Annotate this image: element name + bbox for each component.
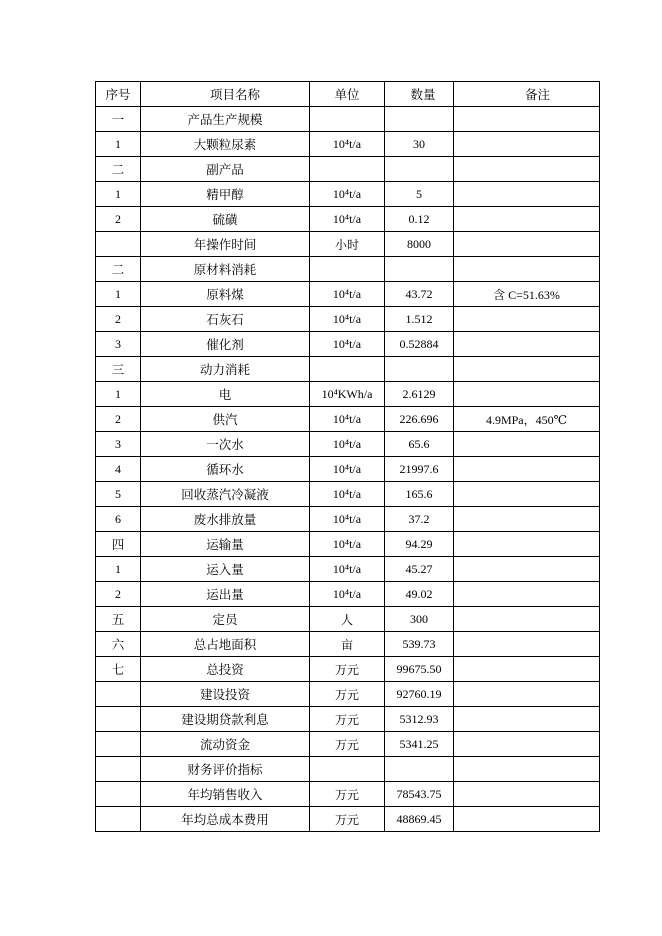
row-index: 3	[96, 432, 141, 457]
row-quantity: 21997.6	[385, 457, 454, 482]
row-item-name: 催化剂	[141, 332, 310, 357]
row-unit: 10⁴t/a	[310, 432, 385, 457]
row-index: 2	[96, 582, 141, 607]
row-item-name: 年均总成本费用	[141, 807, 310, 832]
row-remark	[454, 807, 600, 832]
row-item-name: 电	[141, 382, 310, 407]
row-quantity	[385, 107, 454, 132]
row-index: 1	[96, 382, 141, 407]
table-row	[96, 807, 600, 832]
row-unit	[310, 357, 385, 382]
table-row	[96, 782, 600, 807]
row-item-name: 原材料消耗	[141, 257, 310, 282]
row-remark	[454, 382, 600, 407]
row-remark	[454, 332, 600, 357]
row-unit: 10⁴t/a	[310, 182, 385, 207]
row-unit: 万元	[310, 782, 385, 807]
row-quantity	[385, 157, 454, 182]
row-remark	[454, 732, 600, 757]
row-index	[96, 707, 141, 732]
row-unit: 10⁴t/a	[310, 557, 385, 582]
row-item-name: 流动资金	[141, 732, 310, 757]
row-unit: 10⁴t/a	[310, 532, 385, 557]
row-remark	[454, 507, 600, 532]
row-unit: 10⁴t/a	[310, 457, 385, 482]
row-unit: 10⁴t/a	[310, 282, 385, 307]
row-quantity: 300	[385, 607, 454, 632]
row-item-name: 动力消耗	[141, 357, 310, 382]
row-index: 五	[96, 607, 141, 632]
row-quantity: 539.73	[385, 632, 454, 657]
row-item-name: 年操作时间	[141, 232, 310, 257]
table-row	[96, 657, 600, 682]
row-index: 4	[96, 457, 141, 482]
row-quantity: 165.6	[385, 482, 454, 507]
row-item-name: 废水排放量	[141, 507, 310, 532]
table-row	[96, 307, 600, 332]
row-item-name: 运输量	[141, 532, 310, 557]
row-unit: 万元	[310, 707, 385, 732]
table-row	[96, 407, 600, 432]
row-remark	[454, 232, 600, 257]
row-quantity: 99675.50	[385, 657, 454, 682]
row-index	[96, 807, 141, 832]
table-row	[96, 582, 600, 607]
row-index	[96, 232, 141, 257]
row-index: 3	[96, 332, 141, 357]
row-quantity: 2.6129	[385, 382, 454, 407]
header-index: 序号	[96, 82, 141, 107]
row-index	[96, 757, 141, 782]
row-item-name: 大颗粒尿素	[141, 132, 310, 157]
row-remark	[454, 682, 600, 707]
row-item-name: 副产品	[141, 157, 310, 182]
row-unit: 万元	[310, 657, 385, 682]
row-item-name: 建设投资	[141, 682, 310, 707]
row-remark: 4.9MPa，450℃	[454, 407, 600, 432]
row-item-name: 产品生产规模	[141, 107, 310, 132]
row-index: 1	[96, 282, 141, 307]
row-quantity	[385, 257, 454, 282]
table-row	[96, 682, 600, 707]
row-quantity: 43.72	[385, 282, 454, 307]
table-row	[96, 557, 600, 582]
row-quantity: 37.2	[385, 507, 454, 532]
row-index: 5	[96, 482, 141, 507]
row-unit: 10⁴t/a	[310, 582, 385, 607]
row-quantity: 1.512	[385, 307, 454, 332]
row-unit: 万元	[310, 732, 385, 757]
table-row	[96, 232, 600, 257]
row-item-name: 一次水	[141, 432, 310, 457]
row-remark	[454, 432, 600, 457]
row-index: 1	[96, 557, 141, 582]
table-row	[96, 507, 600, 532]
row-unit: 10⁴t/a	[310, 207, 385, 232]
row-index	[96, 782, 141, 807]
row-unit	[310, 157, 385, 182]
table-row	[96, 632, 600, 657]
row-quantity: 8000	[385, 232, 454, 257]
table-row	[96, 482, 600, 507]
row-item-name: 硫磺	[141, 207, 310, 232]
row-remark	[454, 182, 600, 207]
table-row	[96, 457, 600, 482]
row-unit	[310, 257, 385, 282]
row-item-name: 原料煤	[141, 282, 310, 307]
row-remark	[454, 557, 600, 582]
row-remark	[454, 632, 600, 657]
row-remark	[454, 607, 600, 632]
table-row	[96, 207, 600, 232]
row-index: 六	[96, 632, 141, 657]
row-index: 1	[96, 182, 141, 207]
table-row	[96, 282, 600, 307]
row-item-name: 石灰石	[141, 307, 310, 332]
row-item-name: 总占地面积	[141, 632, 310, 657]
row-item-name: 运入量	[141, 557, 310, 582]
row-unit	[310, 757, 385, 782]
row-index: 一	[96, 107, 141, 132]
row-quantity: 5	[385, 182, 454, 207]
row-unit: 人	[310, 607, 385, 632]
row-item-name: 建设期贷款利息	[141, 707, 310, 732]
header-quantity: 数量	[385, 82, 454, 107]
row-remark: 含 C=51.63%	[454, 282, 600, 307]
table-row	[96, 607, 600, 632]
table-row	[96, 532, 600, 557]
row-remark	[454, 157, 600, 182]
row-unit: 10⁴t/a	[310, 407, 385, 432]
row-quantity: 48869.45	[385, 807, 454, 832]
row-unit: 10⁴KWh/a	[310, 382, 385, 407]
row-quantity: 92760.19	[385, 682, 454, 707]
row-index: 2	[96, 207, 141, 232]
table-row	[96, 707, 600, 732]
row-remark	[454, 757, 600, 782]
row-remark	[454, 532, 600, 557]
row-index: 七	[96, 657, 141, 682]
row-index: 2	[96, 307, 141, 332]
row-quantity: 226.696	[385, 407, 454, 432]
row-quantity	[385, 357, 454, 382]
row-quantity: 45.27	[385, 557, 454, 582]
row-quantity: 65.6	[385, 432, 454, 457]
row-quantity: 49.02	[385, 582, 454, 607]
row-quantity: 0.52884	[385, 332, 454, 357]
table-row	[96, 257, 600, 282]
row-item-name: 财务评价指标	[141, 757, 310, 782]
table-row	[96, 157, 600, 182]
row-unit: 亩	[310, 632, 385, 657]
row-index: 1	[96, 132, 141, 157]
table-row	[96, 382, 600, 407]
row-index: 6	[96, 507, 141, 532]
table-row	[96, 132, 600, 157]
row-remark	[454, 257, 600, 282]
header-unit: 单位	[310, 82, 385, 107]
row-quantity: 30	[385, 132, 454, 157]
row-quantity: 5312.93	[385, 707, 454, 732]
row-remark	[454, 107, 600, 132]
row-quantity: 78543.75	[385, 782, 454, 807]
header-item-name: 项目名称	[141, 82, 310, 107]
row-remark	[454, 482, 600, 507]
row-quantity: 94.29	[385, 532, 454, 557]
row-remark	[454, 782, 600, 807]
row-remark	[454, 132, 600, 157]
row-item-name: 供汽	[141, 407, 310, 432]
row-index: 四	[96, 532, 141, 557]
table-row	[96, 432, 600, 457]
table-row	[96, 182, 600, 207]
row-unit: 万元	[310, 807, 385, 832]
row-unit: 10⁴t/a	[310, 507, 385, 532]
row-remark	[454, 707, 600, 732]
row-index: 二	[96, 157, 141, 182]
row-unit: 10⁴t/a	[310, 132, 385, 157]
row-remark	[454, 307, 600, 332]
row-index	[96, 732, 141, 757]
header-row	[96, 82, 600, 107]
row-quantity: 5341.25	[385, 732, 454, 757]
table-row	[96, 757, 600, 782]
row-quantity	[385, 757, 454, 782]
row-unit: 10⁴t/a	[310, 482, 385, 507]
table-row	[96, 332, 600, 357]
row-remark	[454, 657, 600, 682]
row-remark	[454, 207, 600, 232]
row-unit: 小时	[310, 232, 385, 257]
row-remark	[454, 357, 600, 382]
data-table	[95, 81, 600, 832]
row-item-name: 运出量	[141, 582, 310, 607]
table-row	[96, 107, 600, 132]
row-unit	[310, 107, 385, 132]
row-item-name: 定员	[141, 607, 310, 632]
row-item-name: 循环水	[141, 457, 310, 482]
row-index	[96, 682, 141, 707]
row-index: 2	[96, 407, 141, 432]
table-row	[96, 357, 600, 382]
row-item-name: 回收蒸汽冷凝液	[141, 482, 310, 507]
row-item-name: 年均销售收入	[141, 782, 310, 807]
row-index: 二	[96, 257, 141, 282]
header-remark: 备注	[454, 82, 600, 107]
row-remark	[454, 582, 600, 607]
row-item-name: 精甲醇	[141, 182, 310, 207]
row-quantity: 0.12	[385, 207, 454, 232]
row-unit: 万元	[310, 682, 385, 707]
row-remark	[454, 457, 600, 482]
row-unit: 10⁴t/a	[310, 307, 385, 332]
row-index: 三	[96, 357, 141, 382]
row-item-name: 总投资	[141, 657, 310, 682]
table-row	[96, 732, 600, 757]
row-unit: 10⁴t/a	[310, 332, 385, 357]
